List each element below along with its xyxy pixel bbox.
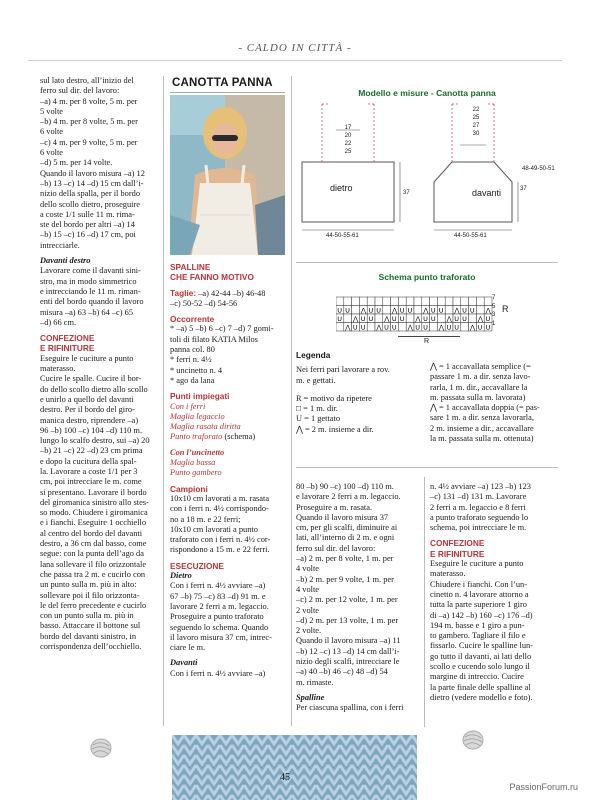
text-line: che passa tra 2 m. e cucirlo con: [40, 569, 146, 579]
text-line: lavorare 2 ferri a m. legaccio.: [170, 601, 269, 611]
back-piece-label: dietro: [330, 183, 353, 193]
chart-symbol: U: [430, 306, 436, 315]
text-line: nizio degli scalfi, intrecciare le: [296, 657, 400, 667]
chart-symbol: U: [462, 314, 467, 323]
figure-divider: [296, 262, 558, 263]
taglie-line-2: –c) 50-52 –d) 54-56: [170, 298, 238, 308]
text-line: la. Lavorare a coste 1/1 per 3: [40, 466, 138, 476]
text-line: Quando il lavoro misura –a) 11: [296, 636, 401, 646]
legend-line: R = motivo da ripetere: [296, 393, 372, 403]
text-line: –d) 2 m. per 13 volte, 1 m. per: [296, 615, 399, 625]
text-line: le del ferro precedente e cucirlo: [40, 600, 147, 610]
chart-symbol: U: [360, 314, 366, 323]
stitch-name: Punto gambero: [170, 468, 222, 478]
column-4: [430, 482, 560, 703]
text-line: materasso.: [40, 364, 76, 374]
chart-cell: [430, 323, 438, 332]
chart-symbol: ⋀: [454, 306, 460, 315]
text-line: traforato con i ferri n. 4½ cor-: [170, 535, 271, 545]
text-line: a punto traforato seguendo lo: [430, 512, 529, 522]
text-line: e i fianchi. Eseguire 1 occhiello: [40, 518, 147, 528]
text-line: go tutto il davanti, ai lati dello: [430, 651, 532, 661]
text-line: destro, a 36 cm dal basso, come: [40, 539, 147, 549]
yarn-ball-icon: [460, 728, 486, 750]
chart-symbol: U: [376, 306, 382, 315]
rifiniture-heading-2: E RIFINITURE: [430, 548, 485, 559]
knit-swatch-photo: [172, 735, 417, 800]
chart-symbol: ⋀: [423, 306, 429, 315]
text-line: cm, per gli scalfi, diminuire ai: [296, 523, 398, 533]
schema-ref: (schema): [222, 432, 256, 442]
chart-cell: [414, 306, 422, 315]
text-line: ferro sul dir. del lavoro:: [296, 543, 376, 553]
chart-symbol: U: [360, 323, 366, 332]
text-line: un punto sulla m. più in alto:: [40, 580, 137, 590]
text-line: e intrecciando le 11 m. riman-: [40, 286, 141, 296]
stitch-chart: [336, 295, 496, 337]
text-line: * ferri n. 4½: [170, 355, 212, 365]
chart-cell: [469, 297, 477, 306]
text-line: 6 volte: [40, 148, 64, 158]
text-line: manica destro, riprendere –a): [40, 415, 139, 425]
text-line: * –a) 5 –b) 6 –c) 7 –d) 7 gomi-: [170, 324, 274, 334]
chart-cell: [437, 314, 445, 323]
text-line: –d) 5 m. per 14 volte.: [40, 158, 113, 168]
text-line: Eseguire le cuciture a punto: [430, 559, 524, 569]
text-line: dello scollo dietro, proseguire: [40, 199, 141, 209]
chart-symbol: U: [368, 306, 374, 315]
page-number: 45: [280, 772, 290, 783]
text-line: si presentano. Lavorare il bordo: [40, 487, 147, 497]
text-line: scollo e cucendo solo lungo il: [430, 662, 530, 672]
text-line: ciare le m.: [170, 643, 206, 653]
text-line: –a) 4 m. per 8 volte, 5 m. per: [40, 96, 138, 106]
text-line: con un punto sulla m. più in: [40, 611, 134, 621]
spalline-subheading: Spalline: [296, 692, 325, 702]
chart-symbol: U: [352, 323, 358, 332]
chart-cell: [476, 297, 484, 306]
title-underline: [170, 92, 285, 93]
campioni-heading: Campioni: [170, 483, 208, 494]
chart-cell: [406, 314, 414, 323]
front-top-measures: 22 25 27 30: [472, 107, 480, 137]
text-line: fissarlo. Cucire le spalline lun-: [430, 641, 534, 651]
chart-symbol: U: [337, 314, 343, 323]
legend-line: ⋀ = 1 accavallata semplice (=: [430, 362, 531, 371]
text-line: Quando il lavoro misura 37: [296, 512, 389, 522]
text-line: –b) 12 –c) 13 –d) 14 cm dall’i-: [296, 646, 400, 656]
text-line: toli di filato KATIA Milos: [170, 334, 258, 344]
text-line: * uncinetto n. 4: [170, 365, 223, 375]
text-line: margine di intreccio. Cucire: [430, 672, 524, 682]
chart-symbol: U: [407, 306, 413, 315]
text-line: –c) 4 m. per 9 volte, 5 m. per: [40, 137, 138, 147]
text-line: ste del bordo per altri –a) 14: [40, 220, 135, 230]
chart-symbol: U: [454, 323, 460, 332]
con-uncinetto-heading: Con l’uncinetto: [170, 447, 225, 457]
chart-symbol: ⋀: [345, 323, 351, 332]
chart-cell: [352, 297, 360, 306]
back-width-measure: 44-50-55-61: [326, 233, 359, 239]
legend-left: [296, 350, 422, 435]
top-rule: [28, 60, 562, 61]
spalline-heading: SPALLINE: [170, 262, 211, 272]
chart-symbol: U: [423, 323, 428, 332]
text-line: 5 volte: [40, 106, 64, 116]
legend-line: sare 1 m. a dir. senza lavorarla,: [430, 413, 534, 423]
legend-line: la m. passata sulla m. ottenuta): [430, 434, 534, 444]
legend-line: U = 1 gettato: [296, 414, 341, 424]
text-line: 10x10 cm lavorati a m. rasata: [170, 493, 270, 503]
text-line: ferro sul dir. del lavoro:: [40, 86, 120, 96]
back-top-measures: 17 20 22 25: [344, 125, 352, 155]
chart-symbol: U: [485, 323, 491, 332]
column-divider: [163, 76, 164, 726]
text-line: –b) 21 –c) 22 –d) 23 cm prima: [40, 446, 143, 456]
legend-line: Nei ferri pari lavorare a rov.: [296, 365, 390, 375]
chart-symbol: ⋀: [477, 314, 484, 323]
text-line: Cucire le spalle. Cucire il bor-: [40, 374, 142, 384]
legend-line: ⋀ = 2 m. insieme a dir.: [296, 424, 374, 434]
text-line: di –a) 142 –b) 160 –c) 176 –d): [430, 610, 533, 620]
chart-cell: [430, 297, 438, 306]
chart-symbol: ⋀: [485, 306, 491, 315]
text-line: 2 volte.: [296, 626, 322, 636]
text-line: lungo lo scalfo destro, sui –a) 20: [40, 436, 150, 446]
running-title: - CALDO IN CITTÀ -: [238, 42, 352, 54]
text-line: –b) 4 m. per 8 volte, 5 m. per: [40, 117, 138, 127]
chart-cell: [375, 314, 383, 323]
chart-cell: [398, 323, 406, 332]
text-line: Quando il lavoro misura –a) 12: [40, 168, 145, 178]
front-side-measure: 48-49-50-51: [522, 166, 555, 172]
chart-symbol: U: [477, 323, 483, 332]
text-line: sul lato destro, all’inizio del: [40, 76, 134, 85]
chart-cell: [484, 297, 492, 306]
text-line: del giromanica sinistro allo stes-: [40, 497, 149, 507]
front-height-measure: 37: [520, 186, 527, 192]
legend-line: ⋀ = 1 accavallata doppia (= pas-: [430, 403, 540, 413]
chart-symbol: U: [391, 323, 397, 332]
text-line: con i ferri n. 4½ corrispondo-: [170, 504, 269, 514]
davanti-heading: Davanti: [170, 658, 198, 668]
text-line: rispondono a 15 m. e 22 ferri.: [170, 545, 270, 555]
chart-cell: [398, 297, 406, 306]
text-line: 67 –b) 75 –c) 83 –d) 91 m. e: [170, 591, 266, 601]
model-photo: [170, 95, 285, 255]
text-line: bordo del davanti sinistro, in: [40, 631, 137, 641]
legend-heading: Legenda: [296, 350, 331, 360]
text-line: segue: con la punta dell’ago da: [40, 549, 144, 559]
text-line: 194 m. basse e 1 giro a pun-: [430, 620, 525, 630]
chart-cell: [344, 297, 352, 306]
stitch-name: Maglia rasata diritta: [170, 422, 241, 432]
text-line: Con i ferri n. 4½ avviare –a): [170, 668, 266, 678]
chart-symbol: U: [423, 314, 428, 323]
chart-symbol: ⋀: [384, 314, 390, 323]
text-line: basso. Attaccare il bottone sul: [40, 621, 141, 631]
yarn-ball-icon: [88, 736, 114, 758]
text-line: Con i ferri n. 4½ avviare –a): [170, 581, 266, 591]
text-line: –a) 40 –b) 46 –c) 48 –d) 54: [296, 667, 388, 677]
column-2: [170, 262, 288, 679]
text-line: * ago da lana: [170, 375, 215, 385]
text-line: no a 18 m. e 22 ferri;: [170, 514, 241, 524]
text-line: e dopo la cucitura della spal-: [40, 456, 137, 466]
chart-cell: [422, 297, 430, 306]
davanti-destro-heading: Davanti destro: [40, 256, 91, 266]
text-line: Proseguire a punto traforato: [170, 612, 264, 622]
text-line: seguendo lo schema. Quando: [170, 622, 269, 632]
text-line: so modo. Chiudere i giromanica: [40, 508, 148, 518]
chart-cell: [453, 297, 461, 306]
con-i-ferri-heading: Con i ferri: [170, 401, 206, 411]
chart-cell: [437, 297, 445, 306]
legend-line: rarla, 1 m. dir., accavallare la: [430, 382, 528, 392]
text-line: –b) 2 m. per 9 volte, 1 m. per: [296, 574, 394, 584]
text-line: e lavorare 2 ferri a m. legaccio.: [296, 492, 401, 502]
text-line: lana sollevare il filo orizzontale: [40, 559, 147, 569]
text-line: Chiudere i fianchi. Con l’un-: [430, 579, 527, 589]
chart-cell: [461, 297, 469, 306]
chart-symbol: U: [469, 306, 475, 315]
text-line: tutta la parte superiore 1 giro: [430, 600, 527, 610]
confezione-heading-2: CONFEZIONE: [430, 538, 485, 549]
rifiniture-heading: E RIFINITURE: [40, 343, 95, 354]
back-height-measure: 37: [403, 190, 410, 196]
chart-cell: [352, 306, 360, 315]
chart-symbol: U: [391, 314, 397, 323]
text-line: stro, ma in modo simmetrico: [40, 276, 137, 286]
column-divider: [424, 477, 425, 727]
text-line: nizio della spalla, per il bordo: [40, 189, 141, 199]
text-line: intrecciarle.: [40, 240, 80, 250]
text-line: 96 –b) 100 –c) 104 –d) 110 m.: [40, 425, 143, 435]
taglie-line-1: –a) 42-44 –b) 46-48: [196, 288, 266, 298]
stitch-name: Maglia bassa: [170, 458, 216, 468]
chart-symbol: U: [415, 323, 421, 332]
chart-cell: [383, 306, 391, 315]
legend-divider: [296, 467, 558, 468]
chart-symbol: U: [454, 314, 460, 323]
text-line: destro. Per il bordo del giro-: [40, 405, 135, 415]
text-line: do dello scollo dietro allo scollo: [40, 384, 148, 394]
legend-line: 2 m. insieme a dir., accavallare: [430, 423, 534, 433]
chart-symbol: U: [399, 306, 405, 315]
chart-symbol: U: [368, 314, 374, 323]
chart-cell: [367, 323, 375, 332]
punti-impiegati-heading: Punti impiegati: [170, 391, 230, 402]
chart-cell: [406, 297, 414, 306]
che-fanno-motivo-heading: CHE FANNO MOTIVO: [170, 272, 254, 283]
chart-symbol: U: [462, 306, 467, 315]
text-line: m. rimaste.: [296, 677, 334, 687]
text-line: cinetto n. 4 lavorare attorno a: [430, 589, 529, 599]
text-line: lati, all’interno di 2 m. e ogni: [296, 533, 395, 543]
text-line: 2 ferri a m. legaccio e 8 ferri: [430, 502, 526, 512]
text-line: –a) 2 m. per 8 volte, 1 m. per: [296, 554, 394, 564]
text-line: to gambero. Tagliare il filo e: [430, 631, 526, 641]
chart-symbol: U: [485, 314, 491, 323]
schema-title: Schema punto traforato: [378, 272, 476, 282]
schematic-figure: [296, 100, 558, 245]
text-line: sollevare poi il filo orizzonta-: [40, 590, 140, 600]
text-line: Lavorare come il davanti sini-: [40, 266, 141, 276]
chart-symbol: U: [438, 306, 444, 315]
text-line: dietro (vedere modello e foto).: [430, 692, 533, 702]
text-line: n. 4½ avviare –a) 123 –b) 123: [430, 482, 531, 491]
repeat-bracket-label: R: [424, 338, 430, 345]
pattern-title: CANOTTA PANNA: [172, 77, 273, 89]
text-line: Eseguire le cuciture a punto: [40, 353, 134, 363]
stitch-name: Maglia legaccio: [170, 411, 225, 421]
text-line: –c) 2 m. per 12 volte, 1 m. per: [296, 595, 398, 605]
front-width-measure: 44-50-55-61: [454, 233, 487, 239]
chart-symbol: ⋀: [376, 323, 382, 332]
esecuzione-heading: ESECUZIONE: [170, 560, 224, 571]
front-piece-label: davanti: [472, 188, 502, 198]
text-line: Proseguire a m. rasata.: [296, 502, 373, 512]
chart-cell: [476, 306, 484, 315]
text-line: e unirlo a quello del davanti: [40, 394, 134, 404]
text-line: panna col. 80: [170, 345, 215, 355]
chart-symbol: U: [337, 306, 343, 315]
text-line: 2 volte: [296, 605, 320, 615]
chart-symbol: U: [384, 323, 389, 332]
chart-cell: [359, 297, 367, 306]
occorrente-heading: Occorrente: [170, 314, 215, 325]
chart-cell: [375, 297, 383, 306]
column-3: [296, 482, 416, 714]
chart-cell: [336, 297, 344, 306]
text-line: –b) 15 –c) 16 –d) 17 cm, poi: [40, 230, 136, 240]
text-line: al centro del bordo del davanti: [40, 528, 143, 538]
column-1: [40, 76, 158, 652]
text-line: corrispondenza dell’occhiello.: [40, 642, 142, 652]
text-line: il lavoro misura 37 cm, intrec-: [170, 632, 272, 642]
legend-line: passare 1 m. a dir. senza lavo-: [430, 372, 531, 382]
text-line: –b) 13 –c) 14 –d) 15 cm dall’i-: [40, 178, 144, 188]
dietro-heading: Dietro: [170, 571, 192, 581]
text-line: materasso.: [430, 569, 466, 579]
chart-symbol: ⋀: [415, 314, 421, 323]
taglie-label: Taglie:: [170, 287, 197, 298]
text-line: 6 volte: [40, 127, 64, 137]
repeat-marker: R: [502, 304, 509, 314]
text-line: misura –a) 63 –b) 64 –c) 65: [40, 307, 134, 317]
text-line: 80 –b) 90 –c) 100 –d) 110 m.: [296, 482, 394, 491]
legend-line: m. passata sulla m. lavorata): [430, 392, 526, 402]
chart-symbol: U: [399, 314, 405, 323]
chart-symbol: ⋀: [469, 323, 476, 332]
text-line: 4 volte: [296, 584, 320, 594]
text-line: a coste 1/1 sulle 11 m. rima-: [40, 209, 135, 219]
chart-symbol: ⋀: [391, 306, 398, 315]
chart-symbol: U: [446, 323, 452, 332]
text-line: cm, poi intrecciare le m. come: [40, 477, 142, 487]
chart-cell: [391, 297, 399, 306]
text-line: –c) 131 –d) 131 m. Lavorare: [430, 492, 527, 502]
column-divider: [291, 76, 292, 726]
watermark: PassionForum.ru: [509, 782, 578, 792]
legend-line: [296, 386, 422, 394]
chart-symbol: ⋀: [352, 314, 359, 323]
text-line: –d) 66 cm.: [40, 317, 77, 327]
text-line: 4 volte: [296, 564, 320, 574]
chart-symbol: ⋀: [446, 314, 452, 323]
chart-symbol: U: [345, 306, 350, 315]
chart-cell: [344, 314, 352, 323]
text-line: la parte finale delle spalline al: [430, 682, 531, 692]
legend-line: m. e gettati.: [296, 375, 336, 385]
chart-cell: [336, 323, 344, 332]
chart-symbol: U: [430, 314, 436, 323]
chart-cell: [445, 297, 453, 306]
text-line: schema, poi intrecciare le m.: [430, 523, 527, 533]
figure-title: Modello e misure - Canotta panna: [358, 88, 496, 98]
text-line: Per ciascuna spallina, con i ferri: [296, 703, 404, 713]
chart-cell: [445, 306, 453, 315]
chart-cell: [414, 297, 422, 306]
chart-symbol: ⋀: [407, 323, 413, 332]
legend-right: [430, 362, 560, 444]
punto-traforato-label: Punto traforato: [170, 432, 223, 442]
chart-cell: [469, 314, 477, 323]
confezione-heading: CONFEZIONE: [40, 333, 95, 344]
legend-line: □ = 1 m. dir.: [296, 404, 338, 414]
text-line: 10x10 cm lavorati a punto: [170, 524, 258, 534]
repeat-bracket: [398, 336, 460, 337]
row-numbers: 7 5 3 1: [492, 295, 496, 327]
text-line: enti del bordo quando il lavoro: [40, 297, 144, 307]
chart-cell: [383, 297, 391, 306]
chart-symbol: ⋀: [438, 323, 445, 332]
chart-cell: [367, 297, 375, 306]
chart-symbol: ⋀: [360, 306, 367, 315]
chart-cell: [461, 323, 469, 332]
